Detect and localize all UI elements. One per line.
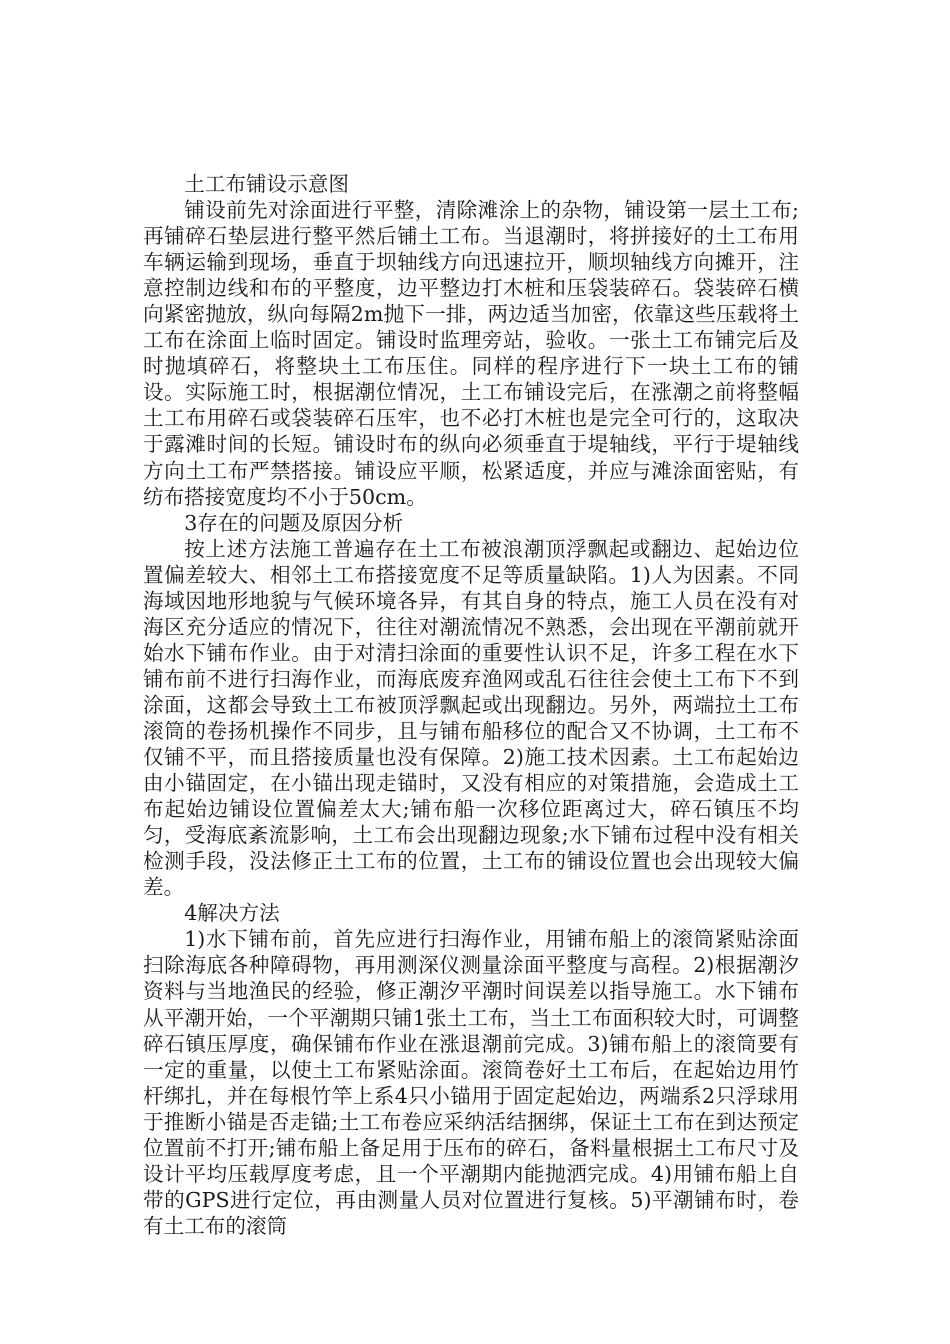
section-heading-solutions: 4解决方法 <box>184 901 280 926</box>
paragraph-problems: 按上述方法施工普遍存在土工布被浪潮顶浮飘起或翻边、起始边位置偏差较大、相邻土工布搭接宽度不足等质量缺陷。1)人为因素。不同海域因地形地貌与气候环境各异，有其自身的特点，施工人员在没有对海区充分适应的情况下，往往对潮流情况不熟悉，会出现在平潮前就开始水下铺布作业。由于对清扫涂面的重要性认识不足，许多工程在水下铺布前不进行扫海作业，而海底废弃渔网或乱石往往会使土工布下不到涂面，这都会导致土工布被顶浮飘起或出现翻边。另外，两端拉土工布滚筒的卷扬机操作不同步，且与铺布船移位的配合又不协调，土工布不仅铺不平，而且搭接质量也没有保障。2)施工技术因素。土工布起始边由小锚固定，在小锚出现走锚时，又没有相应的对策措施，会造成土工布起始边铺设位置偏差太大;铺布船一次移位距离过大，碎石镇压不均匀，受海底紊流影响，土工布会出现翻边现象;水下铺布过程中没有相关检测手段，没法修正土工布的位置，土工布的铺设位置也会出现较大偏差。 <box>143 536 799 900</box>
paragraph-laying-method: 铺设前先对涂面进行平整，清除滩涂上的杂物，铺设第一层土工布;再铺碎石垫层进行整平然后铺土工布。当退潮时，将拼接好的土工布用车辆运输到现场，垂直于坝轴线方向迅速拉开，顺坝轴线方向摊开，注意控制边线和布的平整度，边平整边打木桩和压袋装碎石。袋装碎石横向紧密抛放，纵向每隔2m抛下一排，两边适当加密，依靠这些压载将土工布在涂面上临时固定。铺设时监理旁站，验收。一张土工布铺完后及时抛填碎石，将整块土工布压住。同样的程序进行下一块土工布的铺设。实际施工时，根据潮位情况，土工布铺设完后，在涨潮之前将整幅土工布用碎石或袋装碎石压牢，也不必打木桩也是完全可行的，这取决于露滩时间的长短。铺设时布的纵向必须垂直于堤轴线，平行于堤轴线方向土工布严禁搭接。铺设应平顺，松紧适度，并应与滩涂面密贴，有纺布搭接宽度均不小于50cm。 <box>143 198 799 509</box>
section-heading-problems: 3存在的问题及原因分析 <box>184 510 404 535</box>
document-body <box>143 171 799 1239</box>
paragraph-solutions: 1)水下铺布前，首先应进行扫海作业，用铺布船上的滚筒紧贴涂面扫除海底各种障碍物，再用测深仪测量涂面平整度与高程。2)根据潮汐资料与当地渔民的经验，修正潮汐平潮时间误差以指导施工。水下铺布从平潮开始，一个平潮期只铺1张土工布，当土工布面积较大时，可调整碎石镇压厚度，确保铺布作业在涨退潮前完成。3)铺布船上的滚筒要有一定的重量，以使土工布紧贴涂面。滚筒卷好土工布后，在起始边用竹杆绑扎，并在每根竹竿上系4只小锚用于固定起始边，两端系2只浮球用于推断小锚是否走锚;土工布卷应采纳活结捆绑，保证土工布在到达预定位置前不打开;铺布船上备足用于压布的碎石，备料量根据土工布尺寸及设计平均压载厚度考虑，且一个平潮期内能抛洒完成。4)用铺布船上自带的GPS进行定位，再由测量人员对位置进行复核。5)平潮铺布时，卷有土工布的滚筒 <box>143 927 799 1238</box>
figure-caption: 土工布铺设示意图 <box>184 172 349 196</box>
